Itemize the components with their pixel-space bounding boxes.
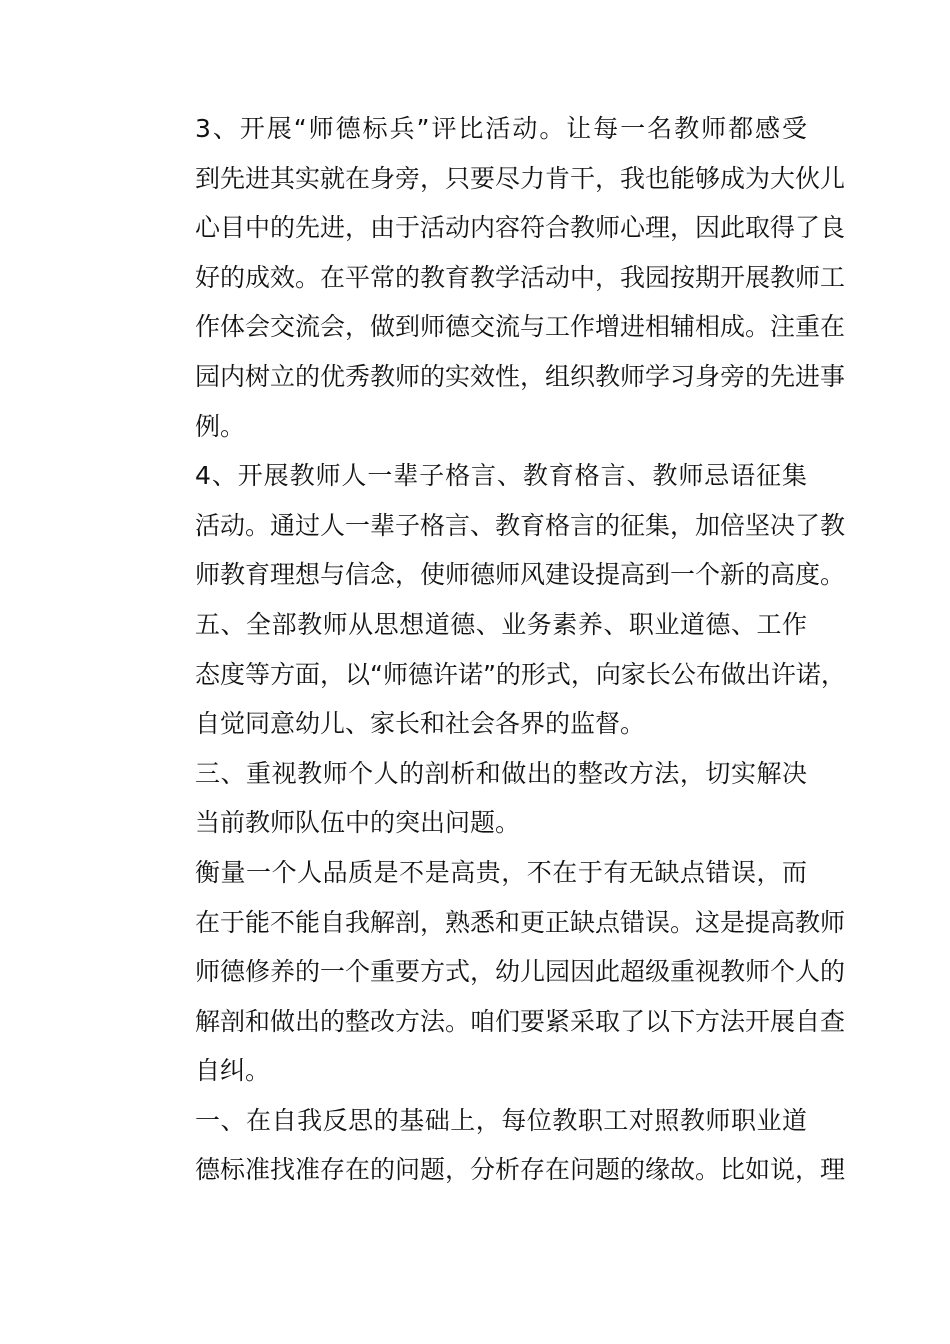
- text-line: 好的成效。在平常的教育教学活动中，我园按期开展教师工: [195, 262, 846, 292]
- text-line: 态度等方面，以“师德许诺”的形式，向家长公布做出许诺，: [195, 659, 846, 689]
- text-line: 作体会交流会，做到师德交流与工作增进相辅相成。注重在: [195, 312, 846, 342]
- document-body: [145, 104, 846, 1195]
- paragraph-5: [145, 848, 846, 1096]
- text-line: 自觉同意幼儿、家长和社会各界的监督。: [195, 709, 646, 739]
- text-line: 3、开展“师德标兵”评比活动。让每一名教师都感受: [195, 114, 807, 143]
- paragraph-4: [145, 749, 807, 848]
- text-line: 到先进其实就在身旁，只要尽力肯干，我也能够成为大伙儿: [195, 163, 846, 193]
- text-line: 师德修养的一个重要方式，幼儿园因此超级重视教师个人的: [195, 957, 846, 987]
- text-line: 心目中的先进，由于活动内容符合教师心理，因此取得了良: [195, 213, 846, 243]
- text-line: 例。: [195, 411, 246, 441]
- text-line: 自纠。: [195, 1056, 271, 1086]
- text-line: 衡量一个人品质是不是高贵，不在于有无缺点错误，而: [195, 857, 807, 887]
- paragraph-6: [145, 1096, 846, 1195]
- text-line: 三、重视教师个人的剖析和做出的整改方法，切实解决: [195, 758, 807, 788]
- paragraph-3: [145, 600, 846, 749]
- text-line: 师教育理想与信念，使师德师风建设提高到一个新的高度。: [195, 560, 846, 590]
- paragraph-1: [145, 104, 846, 451]
- text-line: 解剖和做出的整改方法。咱们要紧采取了以下方法开展自查: [195, 1006, 846, 1036]
- text-line: 在于能不能自我解剖，熟悉和更正缺点错误。这是提高教师: [195, 907, 846, 937]
- text-line: 园内树立的优秀教师的实效性，组织教师学习身旁的先进事: [195, 361, 846, 391]
- text-line: 活动。通过人一辈子格言、教育格言的征集，加倍坚决了教: [195, 510, 846, 540]
- text-line: 五、全部教师从思想道德、业务素养、职业道德、工作: [195, 609, 807, 639]
- text-line: 4、开展教师人一辈子格言、教育格言、教师忌语征集: [195, 461, 807, 491]
- text-line: 当前教师队伍中的突出问题。: [195, 808, 521, 838]
- text-line: 一、在自我反思的基础上，每位教职工对照教师职业道: [195, 1105, 807, 1135]
- text-line: 德标准找准存在的问题，分析存在问题的缘故。比如说，理: [195, 1155, 846, 1185]
- paragraph-2: [145, 451, 846, 600]
